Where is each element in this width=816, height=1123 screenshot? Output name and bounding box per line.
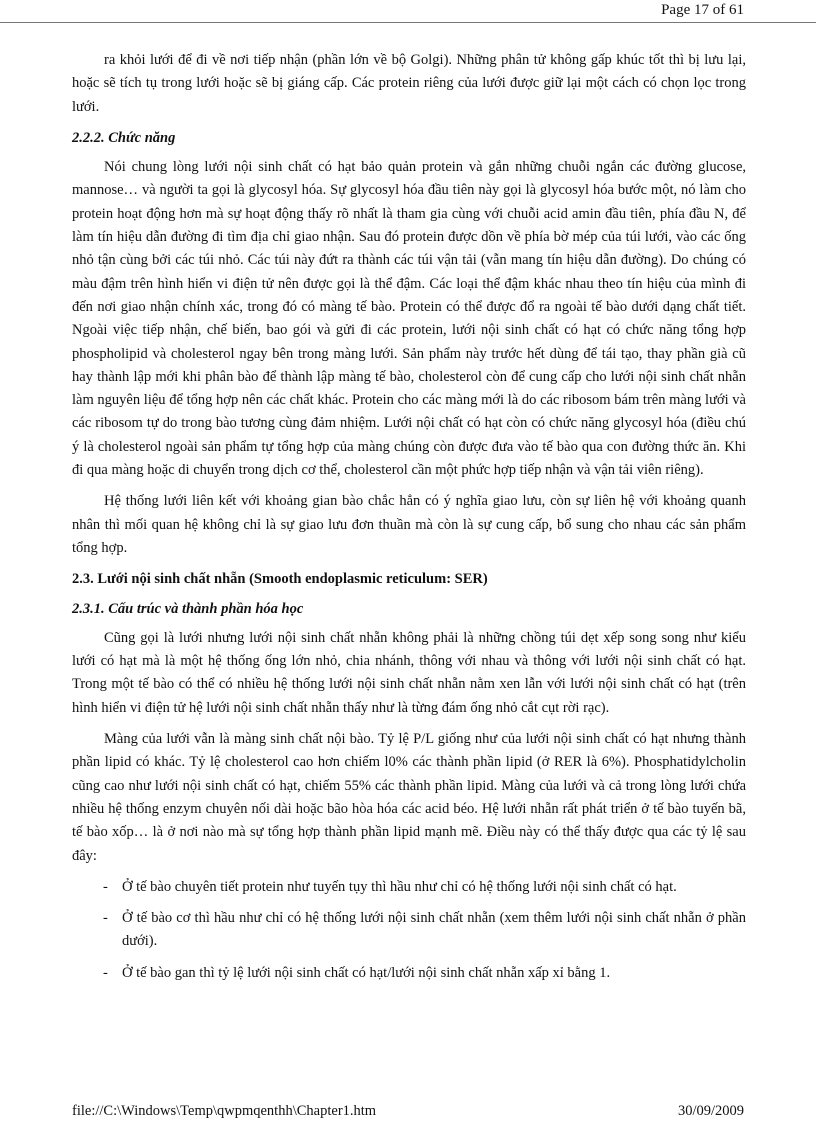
- header-divider: [0, 22, 816, 23]
- page-number: Page 17 of 61: [661, 2, 744, 18]
- list-item: [72, 907, 746, 954]
- list-item: [72, 962, 746, 985]
- list-item-text: Ở tế bào gan thì tỷ lệ lưới nội sinh chất có hạt/lưới nội sinh chất nhẵn xấp xỉ bằng 1.: [122, 964, 611, 981]
- bullet-marker: -: [103, 910, 108, 927]
- list-item: [72, 876, 746, 899]
- section-2-2-2-paragraph-2: Hệ thống lưới liên kết với khoảng gian bào chắc hẳn có ý nghĩa giao lưu, còn sự liên hệ với khoảng quanh nhân thì mối quan hệ không chỉ là sự giao lưu đơn thuần mà còn là sự cung cấp, bổ sung cho nhau các sản phẩm tổng hợp.: [72, 493, 746, 556]
- page-footer: [72, 1103, 744, 1120]
- section-2-2-2-paragraph-1: Nói chung lòng lưới nội sinh chất có hạt bảo quản protein và gắn những chuỗi ngắn các đường glucose, mannose… và người ta gọi là glycosyl hóa. Sự glycosyl hóa đầu tiên này gọi là glycosyl hóa bước một, nó làm cho protein hoạt động hơn mà sự hoạt động thấy rõ nhất là tham gia cùng với chuỗi acid amin đầu tiên, phía đầu N, để làm tín hiệu dẫn đường đi tìm địa chỉ giao nhận. Sau đó protein được dồn về phía bờ mép của túi lưới, vào các ống nhỏ tận cùng bởi các túi nhỏ. Các túi này đứt ra thành các túi vận tải (vẫn mang tín hiệu dẫn đường). Do chúng có màu đậm trên hình hiển vi điện tử nên được gọi là thể đậm. Các loại thể đậm khác nhau theo tín hiệu của mình đi đến nơi giao nhận chính xác, trong đó có màng tế bào. Protein có thể được đổ ra ngoài tế bào dưới dạng chất tiết. Ngoài việc tiếp nhận, chế biến, bao gói và gửi đi các protein, lưới nội sinh chất có hạt có chức năng tổng hợp phospholipid và cholesterol ngay bên trong màng lưới. Sản phẩm này trước hết dùng để tái tạo, thay phần già cũ hay thành lập mới khi phân bào để thành lập màng tế bào, cholesterol còn để cung cấp cho lưới nội sinh chất nhẵn làm nguyên liệu để tổng hợp nên các chất khác. Protein cho các màng mới là do các ribosom bám trên màng lưới và các ribosom tự do trong bào tương cùng đảm nhiệm. Lưới nội chất có hạt còn có chức năng glycosyl hóa (điều chú ý là cholesterol ngoài sản phẩm tự tổng hợp của màng chúng còn được đưa vào tế bào qua con đường thức ăn. Khi đi qua màng hoặc di chuyển trong dịch cơ thể, cholesterol cần một phức hợp tiếp nhận và vận tải viên riêng).: [72, 159, 746, 479]
- list-item-text: Ở tế bào cơ thì hầu như chỉ có hệ thống lưới nội sinh chất nhẵn (xem thêm lưới nội sinh chất nhẵn ở phần dưới).: [122, 910, 746, 950]
- intro-paragraph: ra khỏi lưới để đi về nơi tiếp nhận (phần lớn về bộ Golgi). Những phân tử không gấp khúc tốt thì bị lưu lại, hoặc sẽ tích tụ trong lưới hoặc sẽ bị giáng cấp. Các protein riêng của lưới được giữ lại một cách có chọn lọc trong lưới.: [72, 52, 746, 115]
- bullet-marker: -: [103, 964, 108, 981]
- section-2-3-1-heading: 2.3.1. Cấu trúc và thành phần hóa học: [72, 600, 304, 617]
- section-2-3-1-paragraph-1: Cũng gọi là lưới nhưng lưới nội sinh chất nhẵn không phải là những chồng túi dẹt xếp song song như kiểu lưới có hạt mà là một hệ thống ống lớn nhỏ, chia nhánh, thông với nhau và thông với lưới nội sinh chất có hạt. Trong một tế bào có thể có nhiều hệ thống lưới nội sinh chất nhẵn nằm xen lẫn với lưới nội sinh chất có hạt (trên hình hiển vi điện tử hệ lưới nội sinh chất nhẵn thấy như là từng đám ống nhỏ cắt cụt rời rạc).: [72, 629, 746, 716]
- cell-type-list: [72, 876, 746, 985]
- footer-file-path: file://C:\Windows\Temp\qwpmqenthh\Chapter1.htm: [72, 1103, 377, 1119]
- list-item-text: Ở tế bào chuyên tiết protein như tuyến tụy thì hầu như chỉ có hệ thống lưới nội sinh chất có hạt.: [122, 878, 677, 895]
- document-body: [72, 49, 746, 993]
- bullet-marker: -: [103, 878, 108, 895]
- footer-date: 30/09/2009: [677, 1103, 744, 1119]
- section-2-3-1-paragraph-2: Màng của lưới vẫn là màng sinh chất nội bào. Tỷ lệ P/L giống như của lưới nội sinh chất có hạt nhưng thành phần lipid có khác. Tỷ lệ cholesterol cao hơn chiếm l0% các thành phần lipid (ở RER là 6%). Phosphatidylcholin cũng cao như lưới nội sinh chất có hạt, chiếm 55% các thành phần lipid. Màng của lưới và cả trong lòng lưới chứa nhiều hệ thống enzym chuyên nối dài hoặc bão hòa hóa các acid béo. Hệ lưới nhẵn rất phát triển ở tế bào tuyến bã, tế bào xốp… là ở nơi nào mà sự tổng hợp thành phần lipid mạnh mẽ. Điều này có thể thấy được qua các tỷ lệ sau đây:: [72, 731, 746, 864]
- section-2-2-2-heading: 2.2.2. Chức năng: [72, 129, 176, 146]
- section-2-3-heading: 2.3. Lưới nội sinh chất nhẵn (Smooth endoplasmic reticulum: SER): [72, 571, 488, 588]
